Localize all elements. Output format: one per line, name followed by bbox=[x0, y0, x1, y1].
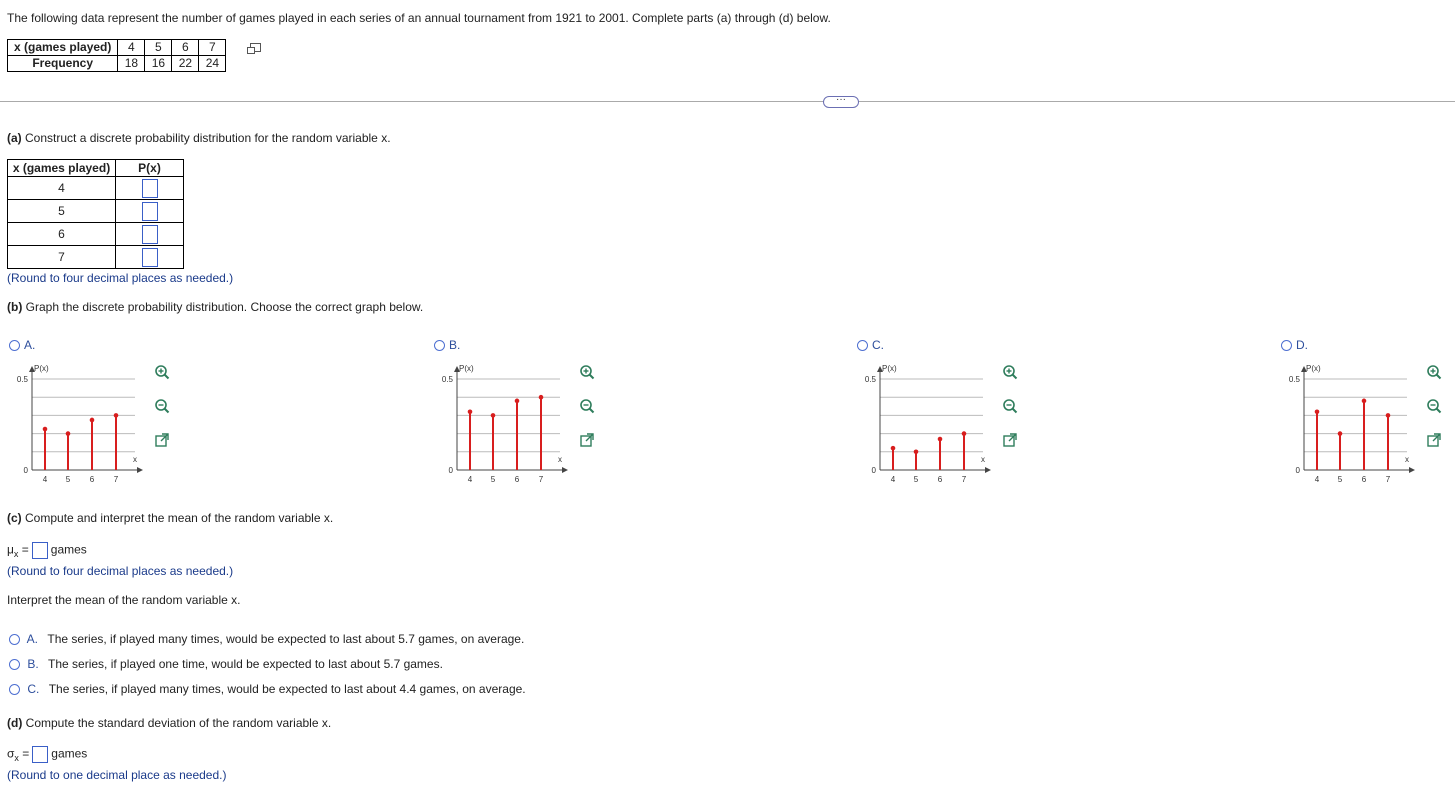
part-c-text: Compute and interpret the mean of the random variable x. bbox=[25, 511, 334, 525]
mean-answer-box[interactable] bbox=[32, 542, 48, 559]
x-tick-label: 4 bbox=[890, 475, 896, 484]
x-value-cell: 4 bbox=[8, 177, 116, 200]
sd-answer-line bbox=[7, 746, 87, 763]
equals-sign: = bbox=[22, 746, 30, 761]
x-value-cell: 5 bbox=[8, 200, 116, 223]
stem-point bbox=[539, 395, 544, 400]
zoom-out-icon[interactable] bbox=[1426, 398, 1442, 414]
x-tick-label: 6 bbox=[89, 475, 95, 484]
x-tick-label: 5 bbox=[65, 475, 71, 484]
frequency-cell: 22 bbox=[172, 56, 199, 72]
sigma-subscript: x bbox=[14, 753, 19, 764]
stem-point bbox=[491, 413, 496, 418]
y-tick-label: 0 bbox=[448, 466, 453, 475]
y-tick-label: 0.5 bbox=[864, 375, 876, 384]
part-d-round-note: (Round to one decimal place as needed.) bbox=[7, 768, 227, 782]
part-a-text: Construct a discrete probability distribution for the random variable x. bbox=[25, 131, 391, 145]
zoom-in-icon[interactable] bbox=[154, 364, 170, 380]
x-tick-label: 5 bbox=[1337, 475, 1343, 484]
x-tick-label: 5 bbox=[913, 475, 919, 484]
x-tick-label: 4 bbox=[42, 475, 48, 484]
stem-point bbox=[43, 427, 48, 432]
radio-button[interactable] bbox=[9, 659, 20, 670]
y-tick-label: 0.5 bbox=[441, 375, 453, 384]
equals-sign: = bbox=[21, 542, 29, 557]
interpret-prompt: Interpret the mean of the random variable x. bbox=[7, 593, 241, 607]
x-tick-label: 5 bbox=[490, 475, 496, 484]
option-letter: D. bbox=[1296, 338, 1308, 352]
y-tick-label: 0 bbox=[23, 466, 28, 475]
stem-point bbox=[90, 418, 95, 423]
table-row bbox=[8, 56, 226, 72]
x-tick-label: 7 bbox=[1385, 475, 1391, 484]
px-answer-box[interactable] bbox=[142, 179, 158, 198]
part-c-label: (c) bbox=[7, 511, 22, 525]
table-row bbox=[8, 246, 184, 269]
graph-option-b[interactable] bbox=[434, 338, 460, 352]
option-letter: B. bbox=[449, 338, 461, 352]
frequency-cell: 16 bbox=[145, 56, 172, 72]
px-answer-cell bbox=[116, 223, 184, 246]
px-answer-cell bbox=[116, 246, 184, 269]
y-tick-label: 0.5 bbox=[16, 375, 28, 384]
stem-point bbox=[938, 437, 943, 442]
table-row bbox=[8, 40, 226, 56]
stem-point bbox=[1362, 399, 1367, 404]
part-b-label: (b) bbox=[7, 300, 23, 314]
option-letter: C. bbox=[27, 682, 40, 696]
radio-button[interactable] bbox=[434, 340, 445, 351]
y-tick-label: 0 bbox=[1295, 466, 1300, 475]
radio-button[interactable] bbox=[857, 340, 868, 351]
frequency-label-cell: Frequency bbox=[8, 56, 118, 72]
stem-point bbox=[468, 409, 473, 414]
zoom-out-icon[interactable] bbox=[1002, 398, 1018, 414]
radio-button[interactable] bbox=[1281, 340, 1292, 351]
graph-option-d[interactable] bbox=[1281, 338, 1308, 352]
pop-out-icon[interactable] bbox=[154, 432, 170, 448]
radio-button[interactable] bbox=[9, 340, 20, 351]
stem-point bbox=[1386, 413, 1391, 418]
option-letter: B. bbox=[27, 657, 39, 671]
zoom-in-icon[interactable] bbox=[1002, 364, 1018, 380]
y-axis-label: P(x) bbox=[34, 364, 49, 373]
y-tick-label: 0 bbox=[871, 466, 876, 475]
mean-unit: games bbox=[50, 542, 87, 557]
mu-symbol: μ bbox=[7, 542, 14, 557]
y-tick-label: 0.5 bbox=[1288, 375, 1300, 384]
mean-option-b[interactable] bbox=[9, 657, 443, 671]
stem-point bbox=[891, 446, 896, 451]
radio-button[interactable] bbox=[9, 634, 20, 645]
stem-point bbox=[114, 413, 119, 418]
x-cell: 7 bbox=[199, 40, 226, 56]
stem-point bbox=[962, 431, 967, 436]
x-axis-arrow bbox=[562, 467, 568, 473]
part-c-prompt bbox=[7, 511, 333, 525]
sd-answer-box[interactable] bbox=[32, 746, 48, 763]
x-value-cell: 7 bbox=[8, 246, 116, 269]
stem-point bbox=[1338, 431, 1343, 436]
x-tick-label: 6 bbox=[514, 475, 520, 484]
x-axis-arrow bbox=[1409, 467, 1415, 473]
part-b-prompt bbox=[7, 300, 423, 314]
y-axis-label: P(x) bbox=[1306, 364, 1321, 373]
pop-out-icon[interactable] bbox=[579, 432, 595, 448]
x-cell: 6 bbox=[172, 40, 199, 56]
part-d-label: (d) bbox=[7, 716, 23, 730]
table-row bbox=[8, 160, 184, 177]
px-answer-box[interactable] bbox=[142, 248, 158, 267]
sigma-symbol: σ bbox=[7, 746, 15, 761]
px-answer-box[interactable] bbox=[142, 202, 158, 221]
x-axis-label: x bbox=[981, 455, 985, 464]
stem-point bbox=[515, 399, 520, 404]
x-value-cell: 6 bbox=[8, 223, 116, 246]
zoom-out-icon[interactable] bbox=[154, 398, 170, 414]
pop-out-icon[interactable] bbox=[1426, 432, 1442, 448]
zoom-in-icon[interactable] bbox=[1426, 364, 1442, 380]
x-tick-label: 6 bbox=[1361, 475, 1367, 484]
x-axis-arrow bbox=[137, 467, 143, 473]
graph-c bbox=[853, 360, 993, 485]
x-tick-label: 6 bbox=[937, 475, 943, 484]
mean-option-c[interactable] bbox=[9, 682, 526, 696]
y-axis-label: P(x) bbox=[882, 364, 897, 373]
x-cell: 5 bbox=[145, 40, 172, 56]
more-button[interactable]: ··· bbox=[823, 96, 859, 108]
x-tick-label: 7 bbox=[961, 475, 967, 484]
zoom-in-icon[interactable] bbox=[579, 364, 595, 380]
probability-table bbox=[7, 159, 184, 269]
option-letter: A. bbox=[26, 632, 39, 646]
graph-b bbox=[430, 360, 570, 485]
x-column-header: x (games played) bbox=[8, 160, 116, 177]
x-label-cell: x (games played) bbox=[8, 40, 118, 56]
part-c-round-note: (Round to four decimal places as needed.) bbox=[7, 564, 234, 578]
px-answer-cell bbox=[116, 200, 184, 223]
part-d-text: Compute the standard deviation of the random variable x. bbox=[25, 716, 332, 730]
sd-unit: games bbox=[51, 746, 88, 761]
section-divider bbox=[0, 101, 1455, 102]
graph-a bbox=[5, 360, 145, 485]
option-text: The series, if played many times, would be expected to last about 4.4 games, on average. bbox=[48, 682, 526, 696]
px-column-header: P(x) bbox=[116, 160, 184, 177]
stem-point bbox=[1315, 409, 1320, 414]
part-a-label: (a) bbox=[7, 131, 22, 145]
stem-point bbox=[914, 450, 919, 455]
part-a-prompt bbox=[7, 131, 391, 145]
x-tick-label: 4 bbox=[1314, 475, 1320, 484]
px-answer-box[interactable] bbox=[142, 225, 158, 244]
x-tick-label: 4 bbox=[467, 475, 473, 484]
copy-icon[interactable] bbox=[250, 43, 261, 52]
x-axis-label: x bbox=[133, 455, 137, 464]
table-row bbox=[8, 177, 184, 200]
x-axis-label: x bbox=[558, 455, 562, 464]
zoom-out-icon[interactable] bbox=[579, 398, 595, 414]
graph-option-a[interactable] bbox=[9, 338, 35, 352]
x-tick-label: 7 bbox=[113, 475, 119, 484]
y-axis-label: P(x) bbox=[459, 364, 474, 373]
x-axis-arrow bbox=[985, 467, 991, 473]
option-text: The series, if played one time, would be expected to last about 5.7 games. bbox=[48, 657, 443, 671]
part-d-prompt bbox=[7, 716, 331, 730]
mean-option-a[interactable] bbox=[9, 632, 524, 646]
frequency-table bbox=[7, 39, 226, 72]
part-b-text: Graph the discrete probability distribution. Choose the correct graph below. bbox=[25, 300, 424, 314]
table-row bbox=[8, 223, 184, 246]
intro-text: The following data represent the number of games played in each series of an annual tournament from 1921 to 2001. Complete parts (a) through (d) below. bbox=[7, 11, 831, 25]
option-text: The series, if played many times, would be expected to last about 5.7 games, on average. bbox=[47, 632, 525, 646]
part-a-round-note: (Round to four decimal places as needed.) bbox=[7, 271, 234, 285]
px-answer-cell bbox=[116, 177, 184, 200]
x-cell: 4 bbox=[118, 40, 145, 56]
radio-button[interactable] bbox=[9, 684, 20, 695]
frequency-cell: 24 bbox=[199, 56, 226, 72]
mean-answer-line bbox=[7, 542, 87, 559]
stem-point bbox=[66, 431, 71, 436]
option-letter: C. bbox=[872, 338, 884, 352]
graph-d bbox=[1277, 360, 1417, 485]
frequency-cell: 18 bbox=[118, 56, 145, 72]
mu-subscript: x bbox=[13, 549, 19, 560]
option-letter: A. bbox=[24, 338, 36, 352]
table-row bbox=[8, 200, 184, 223]
pop-out-icon[interactable] bbox=[1002, 432, 1018, 448]
x-axis-label: x bbox=[1405, 455, 1409, 464]
graph-option-c[interactable] bbox=[857, 338, 884, 352]
x-tick-label: 7 bbox=[538, 475, 544, 484]
